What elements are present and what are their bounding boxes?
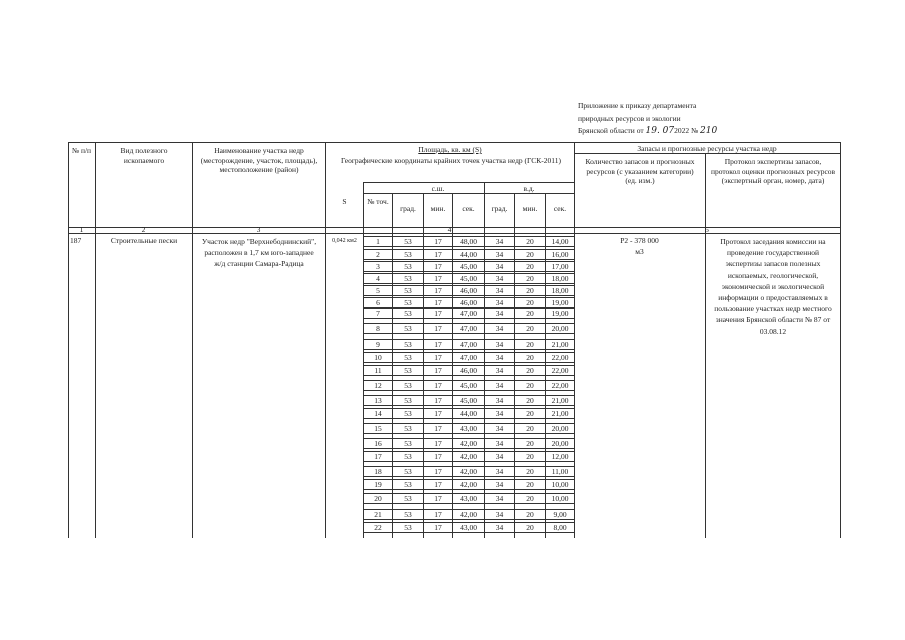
coordinate-value: 20 [526,424,534,433]
appendix-line-1: Приложение к приказу департамента [578,101,697,110]
coordinate-value: 17 [434,262,442,271]
coordinate-value: 43,00 [460,424,477,433]
coordinate-value: 42,00 [460,467,477,476]
coordinate-value: 17,00 [551,262,569,271]
appendix-line-2: природных ресурсов и экологии [578,113,681,123]
col-number-5: 5 [705,225,709,234]
coordinate-value: 17 [434,340,442,349]
point-number: 5 [376,286,380,295]
coordinate-value: 22,00 [551,366,569,375]
coordinate-value: 47,00 [460,309,477,318]
point-number: 21 [374,510,382,519]
coordinate-value: 34 [495,409,504,418]
coordinate-value: 17 [434,480,442,489]
coordinate-value: 46,00 [460,298,477,307]
coordinate-value: 43,00 [460,494,477,503]
coordinate-value: 20 [526,250,534,259]
header-area: Площадь, кв. км (S) [418,145,482,154]
coordinate-value: 34 [495,353,504,362]
coordinate-value: 47,00 [460,353,477,362]
coordinate-value: 34 [495,286,504,295]
coordinate-value: 17 [434,523,442,532]
coordinate-value: 17 [434,494,442,503]
coordinate-value: 34 [495,309,504,318]
col-number-2: 2 [141,225,146,234]
point-number: 3 [376,262,380,271]
coordinate-value: 44,00 [460,409,477,418]
record-type: Строительные пески [110,236,178,245]
coordinate-value: 34 [495,381,504,390]
record-name: Участок недр "Верхнебоднинский", расположен в 1,7 км юго-западнее ж/д станции Самара-Радица [201,237,317,268]
coordinate-value: 53 [404,381,412,390]
header-lat-deg: град. [400,204,416,213]
coordinate-value: 34 [495,366,504,375]
coordinate-value: 53 [404,480,412,489]
coordinate-value: 42,00 [460,510,477,519]
point-number: 2 [376,250,380,259]
header-reserves: Запасы и прогнозные ресурсы участка недр [637,144,777,153]
coordinate-value: 34 [495,439,504,448]
point-number: 8 [376,324,380,333]
coordinate-value: 45,00 [460,274,477,283]
coordinate-value: 20 [526,366,534,375]
point-number: 4 [376,274,380,283]
coordinate-value: 20 [526,340,534,349]
coordinate-value: 17 [434,324,442,333]
coordinate-value: 46,00 [460,286,477,295]
coordinate-value: 42,00 [460,452,477,461]
coordinate-value: 17 [434,452,442,461]
coordinate-value: 53 [404,366,412,375]
point-number: 7 [376,309,380,318]
coordinate-value: 17 [434,510,442,519]
point-number: 14 [374,409,382,418]
header-lat-sec: сек. [462,204,475,213]
coordinate-value: 10,00 [551,494,569,503]
coordinate-value: 53 [404,250,412,259]
coordinate-value: 17 [434,409,442,418]
coordinate-value: 20 [526,262,534,271]
coordinate-value: 9,00 [553,510,567,519]
coordinate-value: 17 [434,309,442,318]
coordinate-value: 21,00 [551,409,569,418]
coordinate-value: 53 [404,262,412,271]
coordinate-value: 10,00 [551,480,569,489]
coordinate-value: 53 [404,324,412,333]
handwritten-date: 19. 07 [645,126,675,136]
coordinate-value: 34 [495,467,504,476]
record-reserves: Р2 - 378 000 [620,236,659,245]
coordinate-value: 48,00 [460,237,477,246]
coordinate-value: 34 [495,480,504,489]
appendix-line-3: Брянской области от 19. 072022 № 210 [578,126,718,136]
col-number-1: 1 [79,225,84,234]
coordinate-value: 20 [526,324,534,333]
header-num: № п/п [71,146,92,155]
header-lon-sec: сек. [553,204,567,213]
coordinate-value: 53 [404,439,412,448]
coordinate-value: 45,00 [460,396,477,405]
header-lon-min: мин. [522,204,538,213]
coordinate-value: 20 [526,274,534,283]
coordinate-value: 20 [526,381,534,390]
header-lon: в.д. [523,184,535,193]
coordinate-value: 16,00 [551,250,569,259]
point-number: 6 [376,298,380,307]
coordinate-value: 34 [495,237,504,246]
header-lon-deg: град. [491,204,508,213]
coordinate-value: 34 [495,452,504,461]
coordinate-value: 43,00 [460,523,477,532]
coordinate-value: 20 [526,396,534,405]
coordinate-value: 53 [404,467,412,476]
col-number-3: 3 [256,225,261,234]
coordinate-value: 8,00 [553,523,567,532]
coordinate-value: 34 [495,250,504,259]
coordinate-value: 17 [434,237,442,246]
coordinate-value: 53 [404,452,412,461]
coordinate-value: 20 [526,309,534,318]
header-name: Наименование участка недр (месторождение, участок, площадь), местоположение (район) [200,146,318,174]
coordinate-value: 17 [434,250,442,259]
coordinate-value: 20,00 [551,324,569,333]
coordinate-value: 11,00 [551,467,569,476]
point-number: 22 [374,523,382,532]
header-type: Вид полезного ископаемого [120,146,168,165]
coordinate-value: 53 [404,298,412,307]
coordinate-value: 18,00 [551,274,569,283]
coordinate-value: 17 [434,424,442,433]
coordinate-value: 53 [404,424,412,433]
coordinate-value: 18,00 [551,286,569,295]
coordinate-value: 20 [526,298,534,307]
coordinate-value: 17 [434,381,442,390]
point-number: 9 [376,340,380,349]
point-number: 12 [374,381,382,390]
record-num: 187 [70,236,82,245]
coordinate-value: 34 [495,262,504,271]
coordinate-value: 46,00 [460,366,477,375]
coordinate-value: 17 [434,439,442,448]
header-reserves-protocol: Протокол экспертизы запасов, протокол оценки прогнозных ресурсов (экспертный орган, номер, дата) [710,157,836,185]
coordinate-value: 34 [495,494,504,503]
record-protocol: Протокол заседания комиссии на проведение государственной экспертизы запасов полезных ископаемых, геологической, экономической и экологической информации о предоставляемых в пользование участках недр местного значения Брянской области № 87 от 03.08.12 [714,237,832,336]
coordinate-value: 20 [526,467,534,476]
coordinate-value: 17 [434,366,442,375]
point-number: 13 [374,396,382,405]
header-reserves-qty: Количество запасов и прогнозных ресурсов (с указанием категории) (ед. изм.) [585,157,695,185]
coordinate-value: 45,00 [460,262,477,271]
coordinate-value: 17 [434,274,442,283]
coordinate-value: 20,00 [551,424,569,433]
coordinate-value: 53 [404,237,412,246]
coordinate-value: 34 [495,424,504,433]
coordinate-value: 20 [526,409,534,418]
point-number: 1 [376,237,380,246]
coordinate-value: 21,00 [551,340,569,349]
coordinate-value: 53 [404,409,412,418]
coordinate-value: 34 [495,340,504,349]
coordinate-value: 20 [526,439,534,448]
coordinate-value: 47,00 [460,324,477,333]
point-number: 19 [374,480,382,489]
point-number: 10 [374,353,382,362]
coordinate-value: 12,00 [551,452,569,461]
coordinate-value: 53 [404,309,412,318]
coordinate-value: 42,00 [460,439,477,448]
coordinate-value: 34 [495,298,504,307]
coordinate-value: 45,00 [460,381,477,390]
coordinate-value: 20 [526,510,534,519]
coordinate-value: 53 [404,274,412,283]
coordinate-value: 20 [526,480,534,489]
coordinate-value: 53 [404,510,412,519]
coordinate-value: 20,00 [551,439,569,448]
coordinate-value: 53 [404,340,412,349]
coordinate-value: 22,00 [551,353,569,362]
coordinate-value: 19,00 [551,298,569,307]
header-lat: с.ш. [431,184,445,193]
coordinate-value: 53 [404,494,412,503]
coordinate-value: 34 [495,510,504,519]
coordinate-value: 53 [404,353,412,362]
coordinate-value: 21,00 [551,396,569,405]
coordinate-value: 20 [526,452,534,461]
coordinate-value: 20 [526,286,534,295]
coordinate-value: 20 [526,353,534,362]
header-point: № точ. [367,197,389,206]
point-number: 16 [374,439,382,448]
coordinate-value: 47,00 [460,340,477,349]
point-number: 20 [374,494,382,503]
coordinate-value: 17 [434,396,442,405]
point-number: 15 [374,424,382,433]
coordinate-value: 19,00 [551,309,569,318]
handwritten-number: 210 [700,126,718,136]
appendix-note [578,100,878,138]
coordinate-value: 20 [526,494,534,503]
coordinate-value: 17 [434,298,442,307]
coordinate-value: 53 [404,396,412,405]
coordinate-value: 14,00 [551,237,569,246]
coordinate-value: 53 [404,523,412,532]
record-area: 0,042 км2 [332,238,357,244]
coordinate-value: 17 [434,353,442,362]
point-number: 17 [374,452,382,461]
point-number: 11 [374,366,382,375]
coordinate-value: 22,00 [551,381,569,390]
coordinate-value: 34 [495,274,504,283]
coordinate-value: 42,00 [460,480,477,489]
coordinate-value: 34 [495,523,504,532]
coordinate-value: 34 [495,324,504,333]
col-number-4: 4 [447,225,452,234]
record-unit: м3 [635,247,644,256]
header-coords: Географические координаты крайних точек участка недр (ГСК-2011) [340,156,561,165]
coordinate-value: 20 [526,237,534,246]
coordinate-value: 53 [404,286,412,295]
coordinate-value: 20 [526,523,534,532]
point-number: 18 [374,467,382,476]
header-s: S [342,197,347,206]
coordinate-value: 34 [495,396,504,405]
header-lat-min: мин. [430,204,446,213]
coordinate-value: 17 [434,286,442,295]
coordinate-value: 44,00 [460,250,477,259]
coordinate-value: 17 [434,467,442,476]
